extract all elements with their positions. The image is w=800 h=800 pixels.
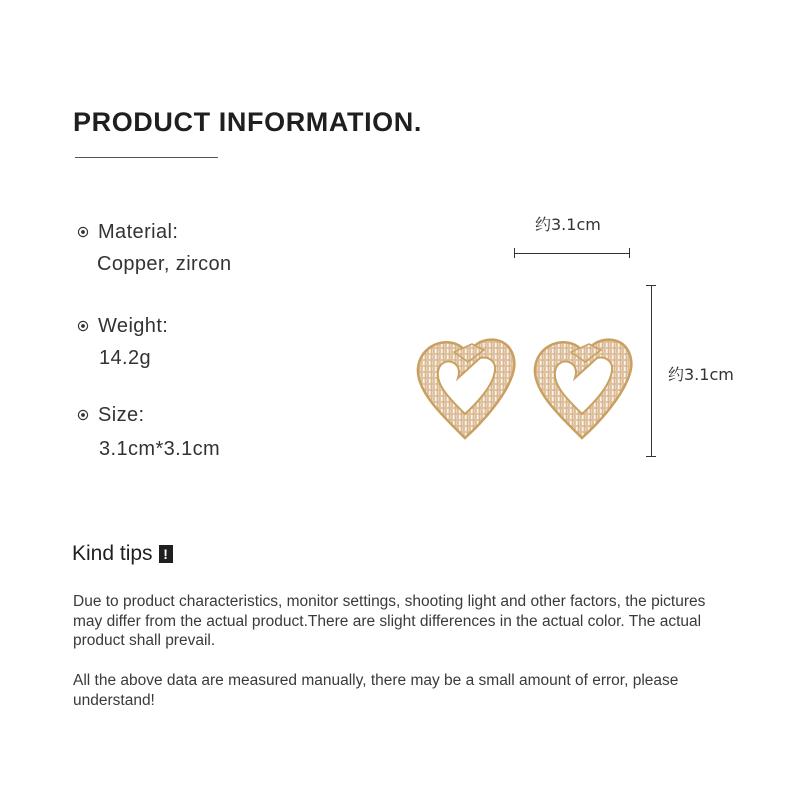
kind-tips-title: Kind tips bbox=[72, 542, 153, 565]
right-heart-earring bbox=[535, 340, 631, 438]
title-underline bbox=[75, 157, 218, 158]
height-dimension-line bbox=[651, 285, 652, 457]
tips-paragraph-disclaimer: Due to product characteristics, monitor settings, shooting light and other factors, the pictures may differ from the actual product.There are slight differences in the actual color. The actual product shall prevail. bbox=[73, 593, 706, 649]
tips-paragraph-measurement: All the above data are measured manually, there may be a small amount of error, please understand! bbox=[73, 672, 679, 709]
spec-material bbox=[77, 219, 232, 277]
height-dimension-tick-top bbox=[646, 285, 656, 286]
page-title: PRODUCT INFORMATION. bbox=[73, 107, 422, 137]
height-dimension-tick-bottom bbox=[646, 456, 656, 457]
kind-tips-heading bbox=[72, 542, 173, 566]
spec-size bbox=[77, 402, 220, 462]
spec-weight bbox=[77, 313, 168, 371]
left-heart-earring bbox=[418, 340, 514, 438]
spec-material-label: Material: bbox=[98, 221, 179, 243]
spec-size-value: 3.1cm*3.1cm bbox=[99, 438, 221, 460]
exclamation-icon: ! bbox=[159, 545, 173, 563]
bullet-circle-icon bbox=[77, 409, 89, 421]
spec-material-value: Copper, zircon bbox=[97, 253, 232, 275]
width-dimension-line bbox=[514, 253, 630, 254]
width-dimension-tick-right bbox=[629, 248, 630, 258]
spec-weight-value: 14.2g bbox=[99, 347, 152, 369]
bullet-circle-icon bbox=[77, 320, 89, 332]
heart-earrings-image bbox=[410, 330, 640, 445]
width-dimension-tick-left bbox=[514, 248, 515, 258]
height-dimension-label: 约3.1cm bbox=[668, 365, 734, 384]
bullet-circle-icon bbox=[77, 226, 89, 238]
spec-size-label: Size: bbox=[98, 404, 145, 426]
spec-weight-label: Weight: bbox=[98, 315, 169, 337]
width-dimension-label: 约3.1cm bbox=[535, 215, 601, 234]
